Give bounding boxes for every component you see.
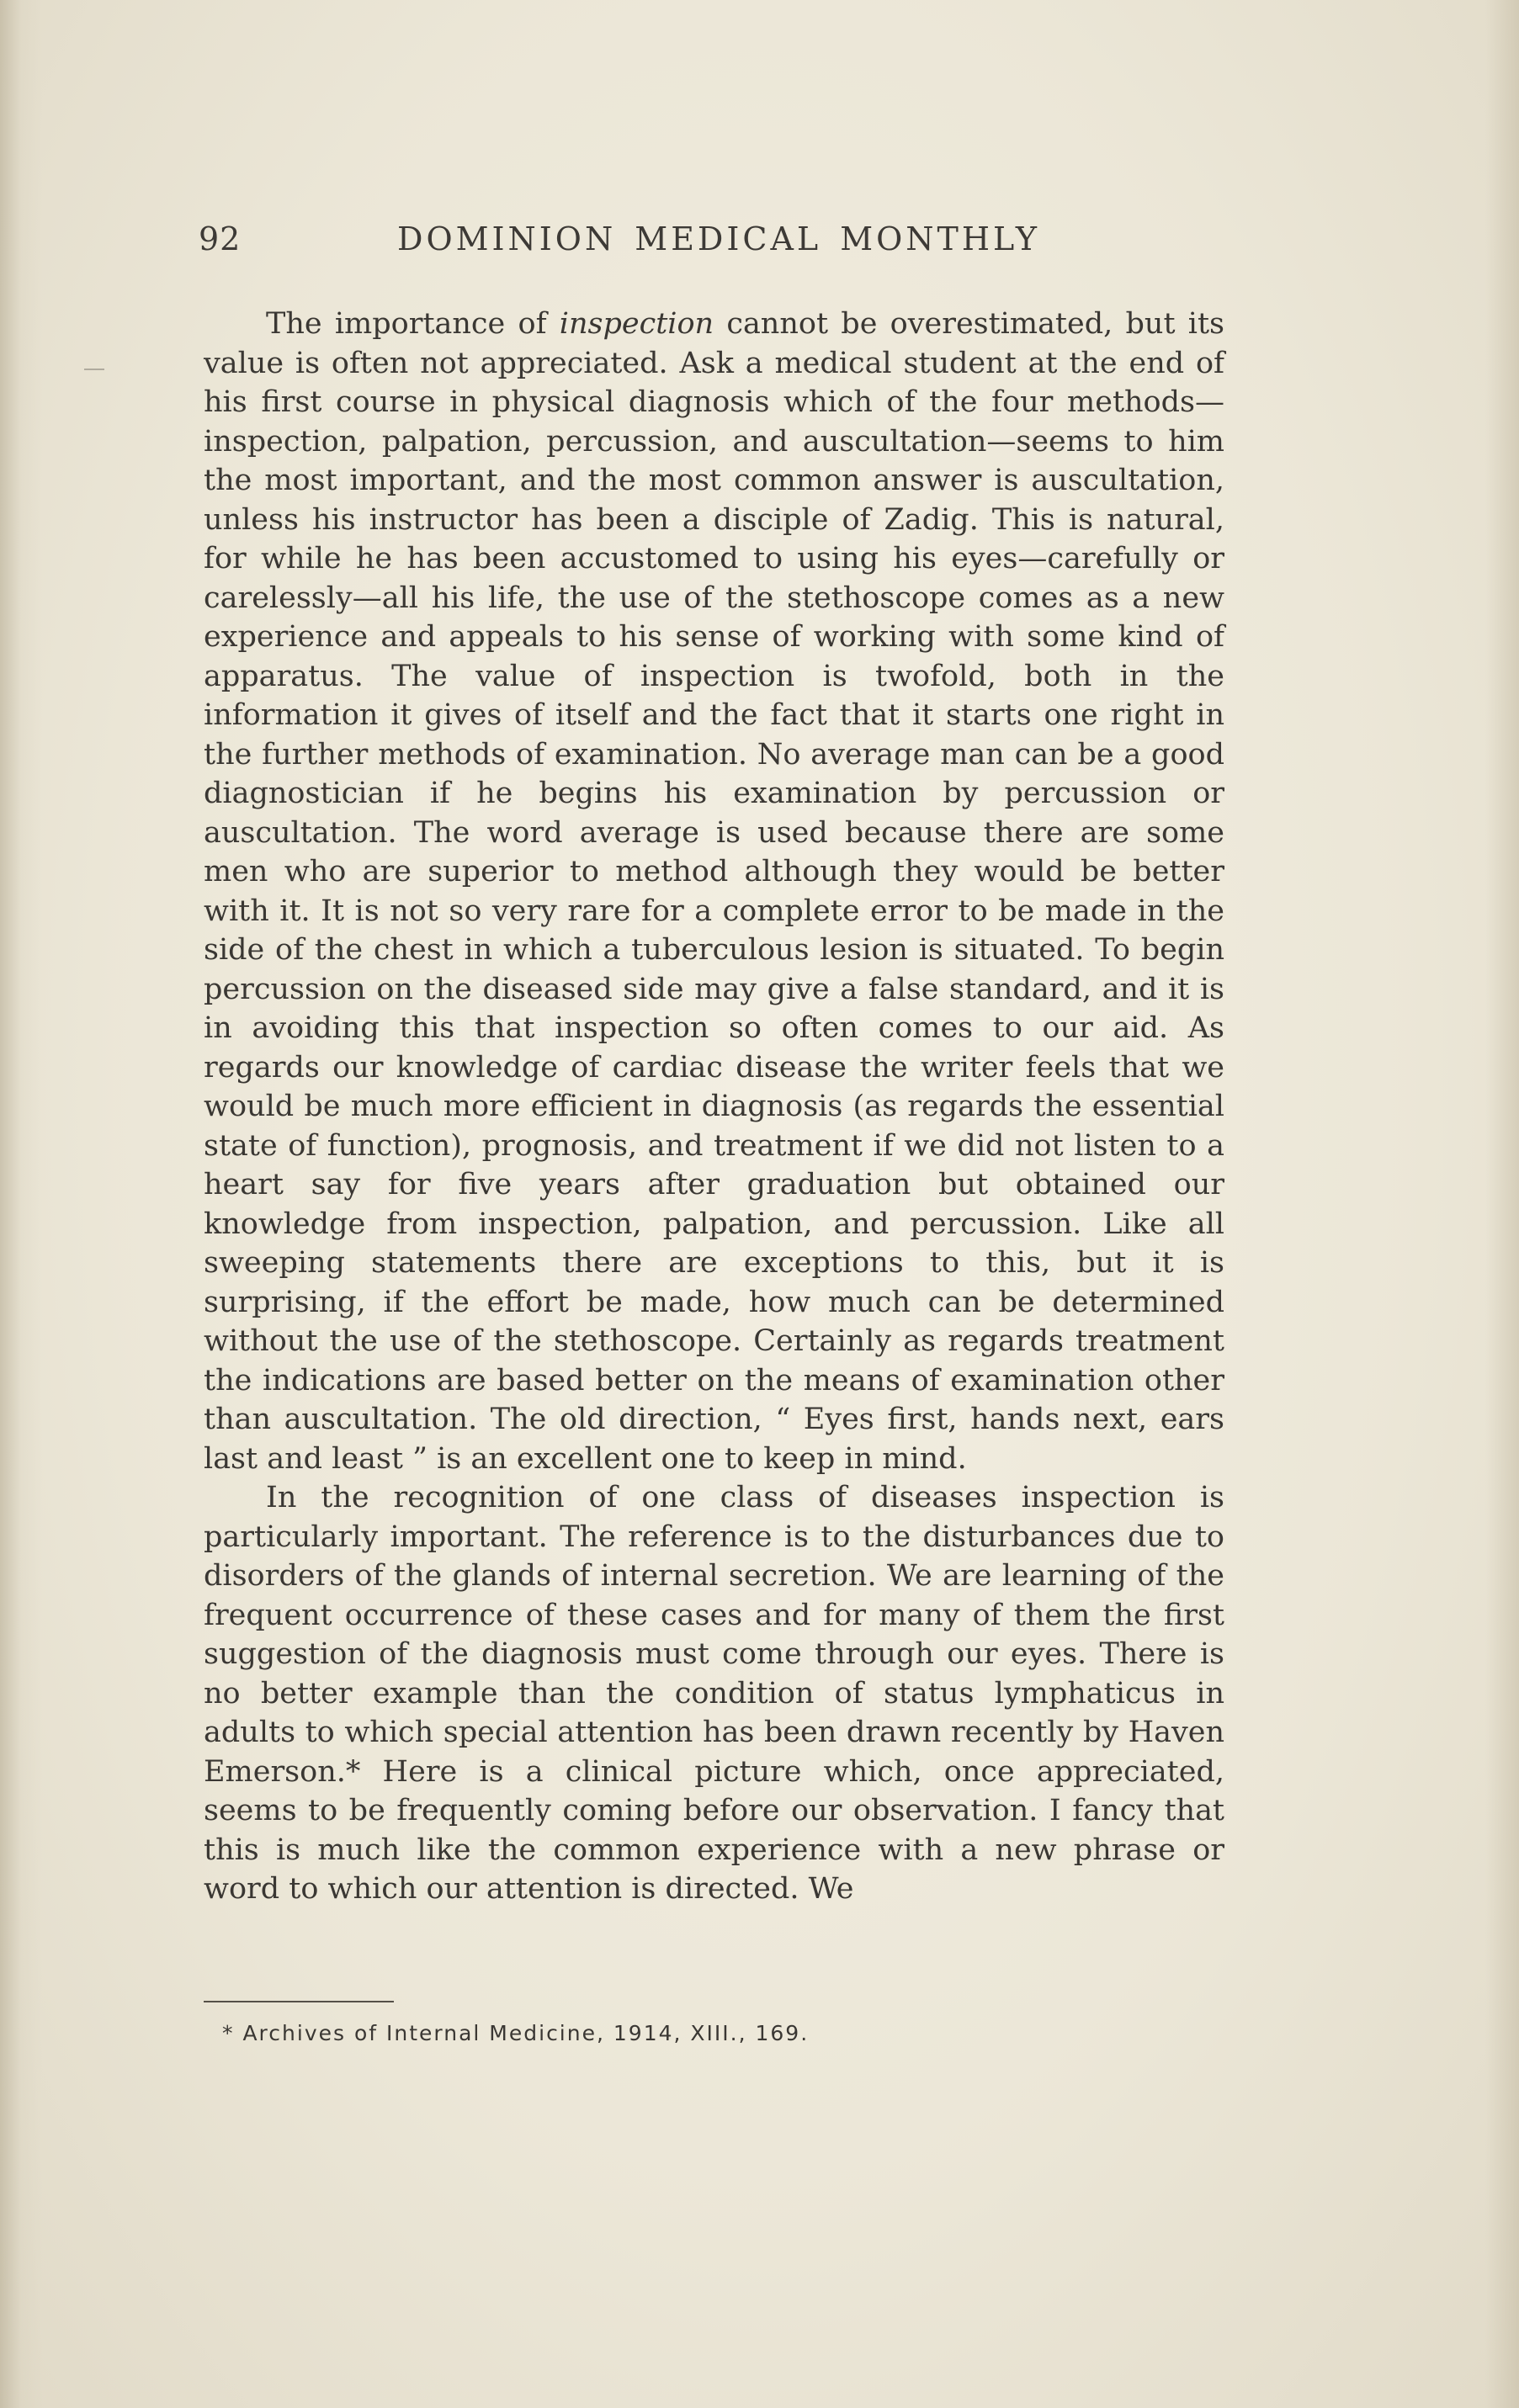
gutter-shadow bbox=[0, 0, 42, 2408]
page-number: 92 bbox=[199, 220, 242, 257]
page-edge-shadow bbox=[1485, 0, 1519, 2408]
margin-mark bbox=[84, 369, 104, 370]
emphasis-text: inspection bbox=[559, 307, 714, 341]
footnote: * Archives of Internal Medicine, 1914, XIII., 169. bbox=[222, 2021, 810, 2045]
running-title: DOMINION MEDICAL MONTHLY bbox=[397, 220, 1040, 257]
paragraph-text: cannot be overestimated, but its value is often not appreciated. Ask a medical student at the end of his first course in physical diagnosis which of the four methods—inspection, palpation, percussion, and auscultation—seems to him the most important, and the most common answer is auscultation, unless his instructor has been a disciple of Zadig. This is natural, for while he has been accustomed to using his eyes—carefully or carelessly—all his life, the use of the stethoscope comes as a new experience and appeals to his sense of working with some kind of apparatus. The value of inspection is twofold, both in the information it gives of itself and the fact that it starts one right in the further methods of examination. No average man can be a good diagnostician if he begins his examination by percussion or auscultation. The word average is used because there are some men who are superior to method although they would be better with it. It is not so very rare for a complete error to be made in the side of the chest in which a tuberculous lesion is situated. To begin percussion on the diseased side may give a false standard, and it is in avoiding this that inspection so often comes to our aid. As regards our knowledge of cardiac disease the writer feels that we would be much more efficient in diagnosis (as regards the essential state of function), prognosis, and treatment if we did not listen to a heart say for five years after graduation but obtained our knowledge from inspection, palpation, and percussion. Like all sweeping statements there are exceptions to this, but it is surprising, if the effort be made, how much can be determined without the use of the stethoscope. Certainly as regards treatment the indications are based better on the means of examination other than auscultation. The old direction, “ Eyes first, hands next, ears last and least ” is an excellent one to keep in mind. bbox=[204, 307, 1224, 1476]
paragraph: In the recognition of one class of diseases inspection is particularly important. The reference is to the disturbances due to disorders of the glands of internal secretion. We are learning of the frequent occurrence of these cases and for many of them the first suggestion of the diagnosis must come through our eyes. There is no better example than the condition of status lymphaticus in adults to which special attention has been drawn recently by Haven Emerson.* Here is a clinical picture which, once appreciated, seems to be frequently coming before our observation. I fancy that this is much like the common experience with a new phrase or word to which our attention is directed. We bbox=[204, 1481, 1224, 1906]
page-header bbox=[199, 220, 1049, 263]
body-text bbox=[204, 305, 1224, 1909]
paragraph bbox=[204, 305, 1224, 1478]
paragraph-text: The importance of bbox=[266, 307, 560, 341]
footnote-rule bbox=[204, 2001, 394, 2002]
